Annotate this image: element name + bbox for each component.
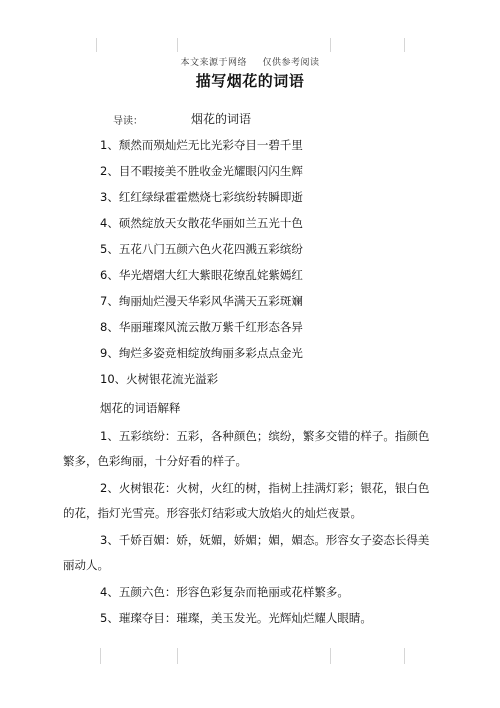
source-note: 本文来源于网络 xyxy=(180,58,248,68)
crop-mark xyxy=(330,38,331,52)
explanation-paragraph: 2、火树银花：火树，火红的树，指树上挂满灯彩；银花，银白色的花，指灯光雪亮。形容张灯结彩或大放焰火的灿烂夜景。 xyxy=(63,481,430,520)
explanation-paragraph: 1、五彩缤纷：五彩，各种颜色；缤纷，繁多交错的样子。指颜色繁多，色彩绚丽，十分好看的样子。 xyxy=(63,429,430,468)
guide-label: 导读： xyxy=(113,116,143,127)
crop-mark xyxy=(330,648,331,664)
crop-mark xyxy=(404,38,405,52)
crop-mark xyxy=(177,38,178,52)
explanation-paragraph: 5、璀璨夺目：璀璨，美玉发光。光辉灿烂耀人眼睛。 xyxy=(100,611,372,625)
page-title: 描写烟花的词语 xyxy=(195,72,305,90)
crop-mark xyxy=(177,648,178,664)
term-item: 4、硕然绽放天女散花华丽如兰五光十色 xyxy=(100,216,303,230)
term-item: 9、绚烂多姿竞相绽放绚丽多彩点点金光 xyxy=(100,346,303,360)
term-item: 6、华光熠熠大红大紫眼花缭乱姹紫嫣红 xyxy=(100,268,303,282)
crop-mark xyxy=(96,38,97,52)
term-item: 5、五花八门五颜六色火花四溅五彩缤纷 xyxy=(100,242,303,256)
term-item: 1、颓然而殒灿烂无比光彩夺目一碧千里 xyxy=(100,138,303,152)
term-item: 3、红红绿绿霍霍燃烧七彩缤纷转瞬即逝 xyxy=(100,190,303,204)
reference-note: 仅供参考阅读 xyxy=(262,58,320,68)
explanation-paragraph: 4、五颜六色：形容色彩复杂而艳丽或花样繁多。 xyxy=(100,585,349,599)
crop-mark xyxy=(100,648,101,664)
term-list xyxy=(100,138,303,398)
term-item: 7、绚丽灿烂漫天华彩风华满天五彩斑斓 xyxy=(100,294,303,308)
crop-mark xyxy=(404,648,405,664)
guide-value: 烟花的词语 xyxy=(191,112,252,126)
term-item: 10、火树银花流光溢彩 xyxy=(100,372,219,386)
header-note xyxy=(0,55,500,68)
term-item: 2、目不暇接美不胜收金光耀眼闪闪生辉 xyxy=(100,164,303,178)
explanation-title: 烟花的词语解释 xyxy=(100,401,181,415)
term-item: 8、华丽璀璨风流云散万紫千红形态各异 xyxy=(100,320,303,334)
explanation-paragraph: 3、千娇百媚：娇，妩媚，娇媚；媚，媚态。形容女子姿态长得美丽动人。 xyxy=(63,533,430,572)
